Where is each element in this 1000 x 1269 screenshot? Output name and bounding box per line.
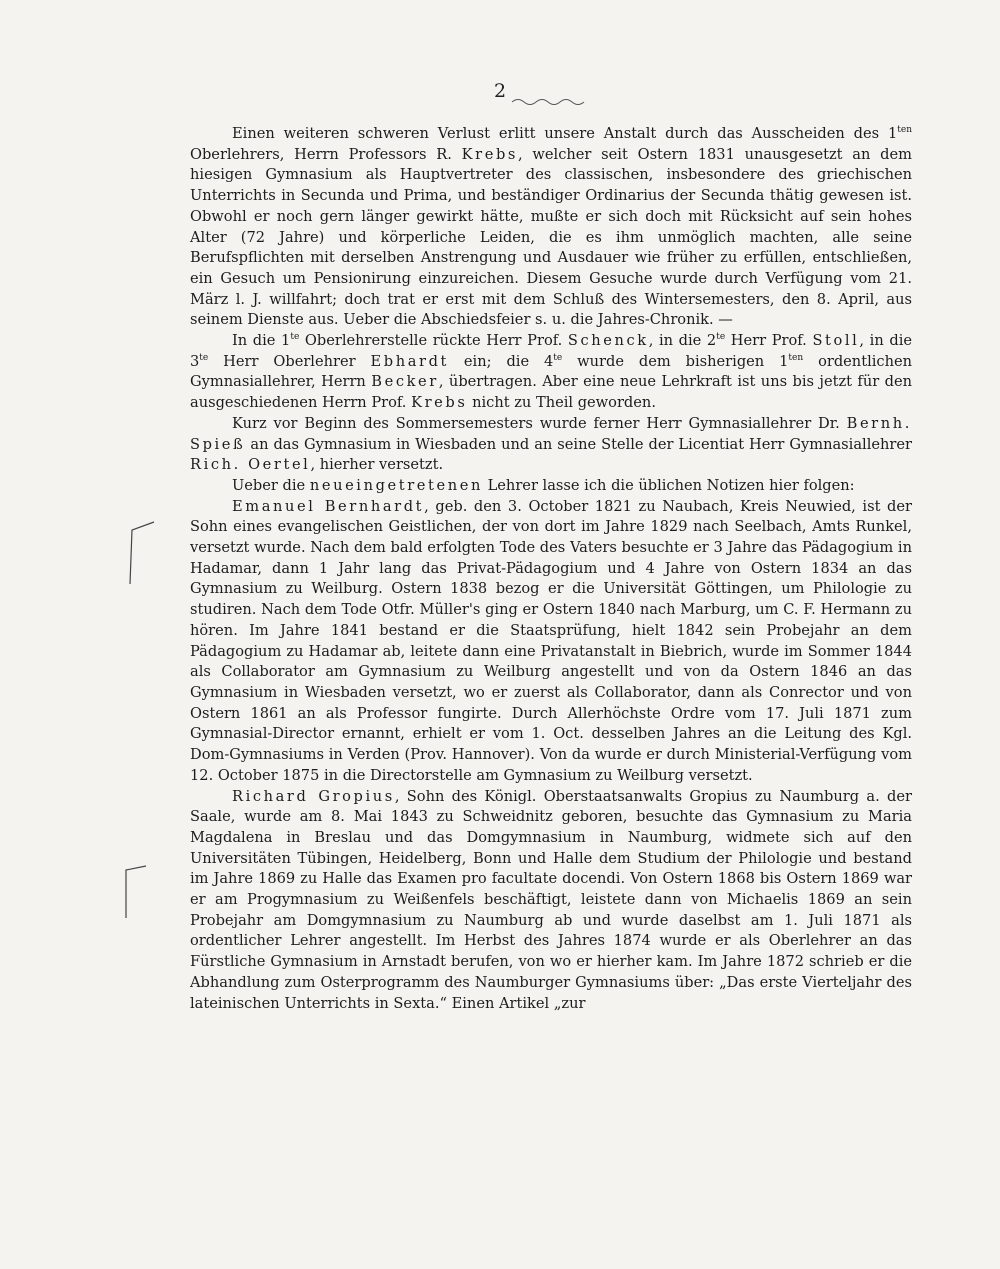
ordinal-superscript: ten xyxy=(788,352,804,363)
spaced-name: neueingetretenen xyxy=(309,476,483,494)
text-run: , welcher seit Ostern 1831 unausgesetzt an dem hiesigen Gymnasium als Hauptvertreter des classischen, insbesondere des griechischen Unterrichts in Secunda und Prima, und beständiger Ordinarius der Secunda thätig gewesen ist. Obwohl er noch gern länger gewirkt hätte, mußte er sich doch mit Rücksicht auf sein hohes Alter (72 Jahre) und körperliche Leiden, die es ihm unmöglich machten, alle seine Berufspflichten mit derselben Anstrengung und Ausdauer wie früher zu erfüllen, entschließen, ein Gesuch um Pensionirung einzureichen. Diesem Gesuche wurde durch Verfügung vom 21. März l. J. willfahrt; doch trat er erst mit dem Schluß des Wintersemesters, den 8. April, aus seinem Dienste aus. Ueber die Abschiedsfeier s. u. die Jahres-Chronik. — xyxy=(190,145,913,329)
spaced-name: Krebs xyxy=(461,145,518,163)
spaced-name: Schenck xyxy=(567,332,649,350)
pencil-margin-mark xyxy=(118,518,158,588)
ordinal-superscript: te xyxy=(199,352,209,363)
text-run: wurde dem bisherigen 1 xyxy=(562,352,789,370)
pencil-margin-mark xyxy=(112,862,152,922)
text-run: ein; die 4 xyxy=(449,352,554,370)
paragraph xyxy=(190,414,912,476)
text-run: Lehrer lasse ich die üblichen Notizen hier folgen: xyxy=(482,476,855,494)
spaced-name: Krebs xyxy=(411,394,468,412)
text-run: In die 1 xyxy=(232,332,291,350)
ordinal-superscript: ten xyxy=(897,125,912,136)
spaced-name: Bernh. Spieß xyxy=(190,414,912,453)
text-run: ordentlichen Gymnasiallehrer, Herrn xyxy=(190,352,913,391)
text-run: an das Gymnasium in Wiesbaden und an seine Stelle der Licentiat Herr Gymnasiallehrer xyxy=(245,435,912,453)
ordinal-superscript: te xyxy=(290,332,300,343)
spaced-name: Richard Gropius xyxy=(232,787,395,805)
ordinal-superscript: te xyxy=(553,352,563,363)
paragraph xyxy=(190,331,912,414)
ordinal-superscript: te xyxy=(716,332,726,343)
text-run: , in die 2 xyxy=(648,332,717,350)
text-run: , in die 3 xyxy=(190,332,913,370)
text-run: Oberlehrers, Herrn Professors R. xyxy=(190,145,462,163)
spaced-name: Ebhardt xyxy=(370,352,449,370)
text-run: Herr Prof. xyxy=(725,332,813,350)
text-run: , hierher versetzt. xyxy=(310,456,444,474)
spaced-name: Emanuel Bernhardt xyxy=(232,497,425,515)
body-text xyxy=(190,124,912,1014)
paragraph xyxy=(190,124,912,331)
text-run: , Sohn des Königl. Oberstaatsanwalts Gropius zu Naumburg a. der Saale, wurde am 8. Mai 1843 zu Schweidnitz geboren, besuchte das Gymnasium zu Maria Magdalena in Breslau und das Domgymnasium in Naumburg, widmete sich auf den Universitäten Tübingen, Heidelberg, Bonn und Halle dem Studium der Philologie und bestand im Jahre 1869 zu Halle das Examen pro facultate docendi. Von Ostern 1868 bis Ostern 1869 war er am Progymnasium zu Weißenfels beschäftigt, leistete dann von Michaelis 1869 an sein Probejahr am Domgymnasium zu Naumburg ab und wurde daselbst am 1. Juli 1871 als ordentlicher Lehrer angestellt. Im Herbst des Jahres 1874 wurde er als Oberlehrer an das Fürstliche Gymnasium in Arnstadt berufen, von wo er hierher kam. Im Jahre 1872 schrieb er die Abhandlung zum Osterprogramm des Naumburger Gymnasiums über: „Das erste Vierteljahr des lateinischen Unterrichts in Sexta.“ Einen Artikel „zur xyxy=(190,787,912,1012)
text-run: Herr Oberlehrer xyxy=(208,352,371,370)
spaced-name: Rich. Oertel xyxy=(190,456,311,474)
text-run: Kurz vor Beginn des Sommersemesters wurde ferner Herr Gymnasiallehrer Dr. xyxy=(232,414,847,432)
text-run: Einen weiteren schweren Verlust erlitt unsere Anstalt durch das Ausscheiden des 1 xyxy=(232,125,898,142)
paragraph xyxy=(190,497,912,787)
text-run: , übertragen. Aber eine neue Lehrkraft ist uns bis jetzt für den ausgeschiedenen Herrn Prof. xyxy=(190,373,913,412)
page-number: 2 xyxy=(493,80,507,102)
paragraph xyxy=(190,787,912,1015)
text-run: , geb. den 3. October 1821 zu Naubach, Kreis Neuwied, ist der Sohn eines evangelischen Geistlichen, der von dort im Jahre 1829 nach Seelbach, Amts Runkel, versetzt wurde. Nach dem bald erfolgten Tode des Vaters besuchte er 3 Jahre das Pädagogium in Hadamar, dann 1 Jahr lang das Privat-Pädagogium und 4 Jahre von Ostern 1834 an das Gymnasium zu Weilburg. Ostern 1838 bezog er die Universität Göttingen, um Philologie zu studiren. Nach dem Tode Otfr. Müller's ging er Ostern 1840 nach Marburg, um C. F. Hermann zu hören. Im Jahre 1841 bestand er die Staatsprüfung, hielt 1842 sein Probejahr an dem Pädagogium zu Hadamar ab, leitete dann eine Privatanstalt in Biebrich, wurde im Sommer 1844 als Collaborator am Gymnasium zu Weilburg angestellt und von da Ostern 1846 an das Gymnasium in Wiesbaden versetzt, wo er zuerst als Collaborator, dann als Conrector und von Ostern 1861 an als Professor fungirte. Durch Allerhöchste Ordre vom 17. Juli 1871 zum Gymnasial-Director ernannt, erhielt er vom 1. Oct. desselben Jahres an die Leitung des Kgl. Dom-Gymnasiums in Verden (Prov. Hannover). Von da wurde er durch Ministerial-Verfügung vom 12. October 1875 in die Directorstelle am Gymnasium zu Weilburg versetzt. xyxy=(190,497,912,784)
spaced-name: Stoll xyxy=(812,332,860,350)
text-run: Oberlehrerstelle rückte Herr Prof. xyxy=(299,332,568,350)
ornament-divider xyxy=(510,96,590,108)
paragraph xyxy=(190,476,912,497)
spaced-name: Becker xyxy=(371,373,439,391)
text-run: nicht zu Theil geworden. xyxy=(467,394,656,412)
text-run: Ueber die xyxy=(232,476,310,494)
